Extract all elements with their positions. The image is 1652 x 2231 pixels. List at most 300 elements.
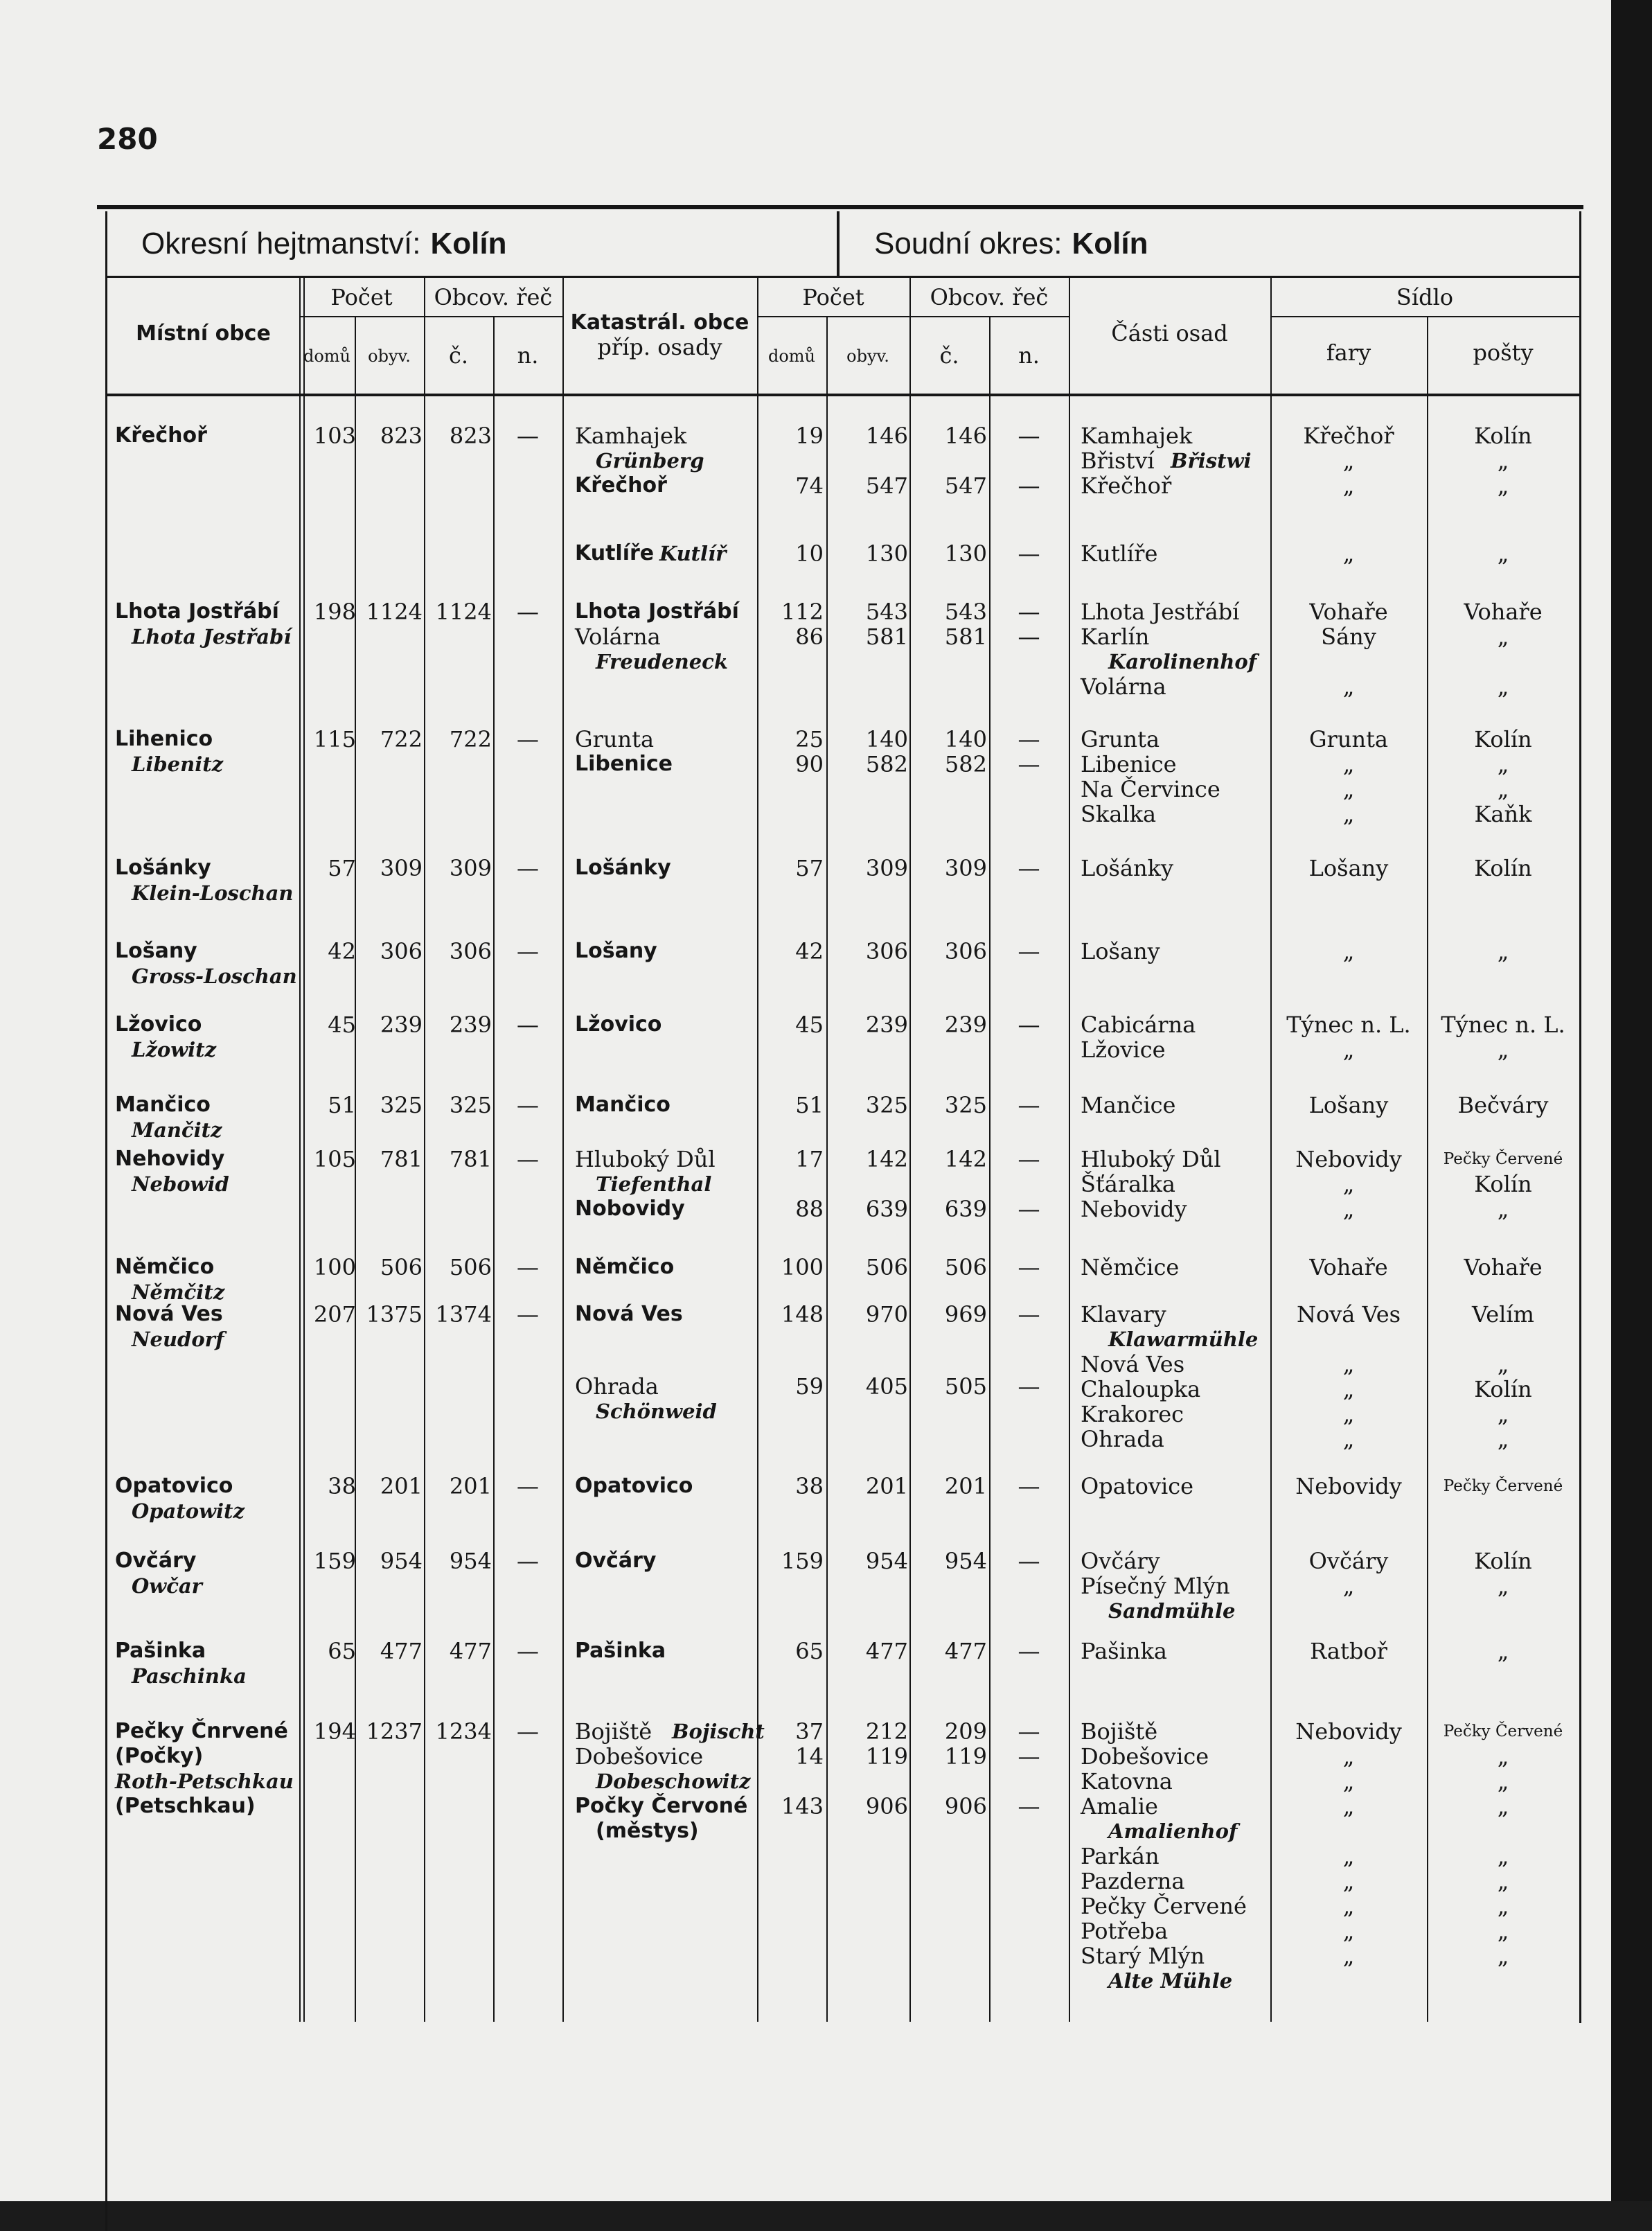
- katastral-domu: 100: [781, 1254, 824, 1280]
- obec-obyv: 309: [380, 855, 423, 881]
- cast-german: Alte Mühle: [1108, 1969, 1233, 1993]
- obec-cesky: 477: [449, 1638, 492, 1664]
- katastral-cesky: 547: [944, 473, 987, 499]
- okres-header: [141, 211, 506, 276]
- fara: „: [1342, 1037, 1355, 1063]
- obec-nemecky: —: [517, 726, 539, 752]
- katastral-cesky: 477: [944, 1638, 987, 1664]
- subhead-rule-mid: [757, 316, 1069, 317]
- posta: „: [1497, 1401, 1509, 1427]
- obec-domu: 42: [328, 938, 356, 964]
- cast-osady: Mančice: [1081, 1092, 1176, 1118]
- katastral-nemecky: —: [1018, 423, 1040, 449]
- katastral-obyv: 954: [865, 1548, 908, 1574]
- posta: Kolín: [1474, 855, 1532, 881]
- katastral-cesky: 146: [944, 423, 987, 449]
- scan-dark-edge: [1611, 0, 1652, 2201]
- cast-osady: Kamhajek: [1081, 423, 1193, 449]
- katastral-cesky: 239: [944, 1012, 987, 1038]
- katastral-obyv: 543: [865, 599, 908, 625]
- column-line: [105, 211, 107, 2231]
- posta: „: [1497, 1573, 1509, 1599]
- katastral-domu: 57: [795, 855, 824, 881]
- obec-nemecky: —: [517, 1718, 539, 1745]
- katastral-name: Pašinka: [575, 1639, 666, 1663]
- katastral-name: Libenice: [575, 752, 673, 776]
- cast-osady: Lošany: [1081, 938, 1160, 964]
- katastral-obyv: 239: [865, 1012, 908, 1038]
- katastral-cesky: 140: [944, 726, 987, 752]
- subhead-rule-sidlo: [1270, 316, 1579, 317]
- posta: Kolín: [1474, 1376, 1532, 1402]
- cast-osady: Cabicárna: [1081, 1012, 1196, 1038]
- cast-osady: Šťáralka: [1081, 1171, 1175, 1197]
- obec-nemecky: —: [517, 855, 539, 881]
- posta: „: [1497, 1768, 1509, 1794]
- header-divider: [837, 211, 840, 276]
- katastral-german: Grünberg: [596, 449, 704, 473]
- katastral-cesky: 582: [944, 751, 987, 777]
- cast-osady: Bojiště: [1081, 1718, 1158, 1745]
- katastral-name: Kamhajek: [575, 423, 687, 449]
- katastral-nemecky: —: [1018, 1146, 1040, 1172]
- katastral-cesky: 505: [944, 1373, 987, 1400]
- katastral-obyv: 405: [865, 1373, 908, 1400]
- katastral-domu: 10: [795, 540, 824, 567]
- obec-german-name: Nebowid: [132, 1172, 229, 1196]
- fara: Grunta: [1308, 726, 1388, 752]
- katastral-nemecky: —: [1018, 1373, 1040, 1400]
- col-mistni-obce: Místní obce: [136, 321, 271, 346]
- fara: Týnec n. L.: [1286, 1012, 1411, 1038]
- col-katastral-2: příp. osady: [597, 334, 722, 360]
- column-line: [562, 276, 564, 2022]
- cast-osady: Břiství: [1081, 448, 1155, 474]
- katastral-nemecky: —: [1018, 1793, 1040, 1819]
- katastral-german: Tiefenthal: [596, 1172, 712, 1196]
- obec-cesky: 722: [449, 726, 492, 752]
- posta: „: [1497, 1918, 1509, 1944]
- katastral-nemecky: —: [1018, 751, 1040, 777]
- posta: Vohaře: [1464, 599, 1543, 625]
- fara: „: [1342, 1893, 1355, 1919]
- fara: Sány: [1321, 624, 1376, 650]
- fara: „: [1342, 1868, 1355, 1894]
- cast-osady: Volárna: [1081, 673, 1166, 700]
- fara: Vohaře: [1309, 1254, 1388, 1280]
- obec-name: Lihenico: [115, 727, 213, 751]
- fara: „: [1342, 473, 1355, 499]
- obec-german-name: Paschinka: [132, 1664, 247, 1688]
- soud-value: Kolín: [1072, 227, 1148, 261]
- katastral-name: Lošánky: [575, 856, 671, 880]
- fara: „: [1342, 1943, 1355, 1969]
- katastral-nemecky: —: [1018, 1718, 1040, 1745]
- subhead-rule-left: [299, 316, 562, 317]
- obec-domu: 100: [313, 1254, 356, 1280]
- cast-osady: Hluboký Důl: [1081, 1146, 1221, 1172]
- obec-name: Lžovico: [115, 1012, 202, 1037]
- katastral-cesky: 581: [944, 624, 987, 650]
- posta: „: [1497, 1351, 1509, 1377]
- obec-cesky: 506: [449, 1254, 492, 1280]
- cast-osady: Nová Ves: [1081, 1351, 1185, 1377]
- obec-obyv: 325: [380, 1092, 423, 1118]
- col-domu-mid: domů: [767, 346, 816, 366]
- fara: „: [1342, 673, 1355, 700]
- katastral-obyv: 142: [865, 1146, 908, 1172]
- cast-osady: Lhota Jestřábí: [1081, 599, 1240, 625]
- obec-german-name: Opatowitz: [132, 1499, 245, 1523]
- obec-german-name: Lhota Jestřabí: [132, 625, 292, 649]
- katastral-nemecky: —: [1018, 1012, 1040, 1038]
- obec-german-name: Lžowitz: [132, 1038, 217, 1061]
- katastral-german: Schönweid: [596, 1400, 717, 1423]
- cast-osady: Skalka: [1081, 801, 1157, 827]
- obec-obyv: 781: [380, 1146, 423, 1172]
- okres-label: Okresní hejtmanství:: [141, 227, 421, 261]
- katastral-obyv: 146: [865, 423, 908, 449]
- katastral-domu: 159: [781, 1548, 824, 1574]
- obec-obyv: 239: [380, 1012, 423, 1038]
- katastral-german: Freudeneck: [596, 650, 728, 673]
- cast-german: Sandmühle: [1108, 1599, 1236, 1623]
- obec-nemecky: —: [517, 1254, 539, 1280]
- cast-osady: Lošánky: [1081, 855, 1174, 881]
- obec-domu: 103: [313, 423, 356, 449]
- fara: „: [1342, 1918, 1355, 1944]
- obec-obyv: 954: [380, 1548, 423, 1574]
- obec-cesky: 954: [449, 1548, 492, 1574]
- katastral-name: Lhota Jostřábí: [575, 599, 739, 624]
- katastral-name: Křečhoř: [575, 473, 667, 497]
- fara: „: [1342, 1376, 1355, 1402]
- posta: Pečky Červené: [1443, 1150, 1563, 1168]
- katastral-obyv: 582: [865, 751, 908, 777]
- posta: Kolín: [1474, 423, 1532, 449]
- katastral-name: Počky Červoné: [575, 1794, 748, 1818]
- obec-name: Ovčáry: [115, 1549, 197, 1573]
- obec-obyv: 1237: [366, 1718, 423, 1745]
- katastral-domu: 112: [781, 599, 824, 625]
- col-c-left: č.: [448, 342, 469, 369]
- fara: „: [1342, 540, 1355, 567]
- posta: „: [1497, 1843, 1509, 1869]
- cast-osady: Karlín: [1081, 624, 1150, 650]
- posta: „: [1497, 1743, 1509, 1770]
- obec-name: Lošánky: [115, 856, 211, 880]
- obec-extra: (Petschkau): [115, 1794, 256, 1818]
- obec-obyv: 1124: [366, 599, 423, 625]
- cast-osady: Grunta: [1081, 726, 1160, 752]
- fara: „: [1342, 1743, 1355, 1770]
- cast-osady: Starý Mlýn: [1081, 1943, 1205, 1969]
- cast-osady: Křečhoř: [1081, 473, 1172, 499]
- col-obyv-left: obyv.: [368, 346, 411, 366]
- katastral-nemecky: —: [1018, 726, 1040, 752]
- cast-osady: Písečný Mlýn: [1081, 1573, 1230, 1599]
- soud-header: [874, 211, 1148, 276]
- fara: „: [1342, 1573, 1355, 1599]
- katastral-nemecky: —: [1018, 1254, 1040, 1280]
- katastral-domu: 42: [795, 938, 824, 964]
- fara: Ratboř: [1310, 1638, 1387, 1664]
- obec-domu: 45: [328, 1012, 356, 1038]
- katastral-cesky: 906: [944, 1793, 987, 1819]
- cast-osady: Ovčáry: [1081, 1548, 1160, 1574]
- fara: „: [1342, 1768, 1355, 1794]
- posta: „: [1497, 751, 1509, 777]
- obec-german-name: Klein-Loschan: [132, 881, 294, 905]
- posta: Kolín: [1474, 1548, 1532, 1574]
- obec-domu: 38: [328, 1473, 356, 1499]
- obec-domu: 207: [313, 1301, 356, 1328]
- cast-german: Klawarmühle: [1108, 1328, 1259, 1351]
- katastral-nemecky: —: [1018, 1548, 1040, 1574]
- cast-osady: Kutlíře: [1081, 540, 1158, 567]
- cast-osady: Pazderna: [1081, 1868, 1185, 1894]
- obec-cesky: 239: [449, 1012, 492, 1038]
- cast-osady: Opatovice: [1081, 1473, 1194, 1499]
- fara: Ovčáry: [1308, 1548, 1389, 1574]
- posta: „: [1497, 1793, 1509, 1819]
- obec-domu: 159: [313, 1548, 356, 1574]
- fara: „: [1342, 776, 1355, 802]
- obec-german-name: Němčitz: [132, 1280, 225, 1304]
- fara: „: [1342, 801, 1355, 827]
- obec-cesky: 1374: [435, 1301, 492, 1328]
- obec-nemecky: —: [517, 1548, 539, 1574]
- fara: „: [1342, 938, 1355, 964]
- posta: „: [1497, 540, 1509, 567]
- obec-obyv: 722: [380, 726, 423, 752]
- column-line: [1069, 276, 1070, 2022]
- katastral-name: Volárna: [575, 624, 661, 650]
- fara: Nová Ves: [1296, 1301, 1401, 1328]
- obec-german-name: Owčar: [132, 1574, 202, 1598]
- col-n-left: n.: [517, 342, 539, 369]
- posta: „: [1497, 1943, 1509, 1969]
- katastral-nemecky: —: [1018, 599, 1040, 625]
- katastral-name: Grunta: [575, 726, 655, 752]
- obec-name: Opatovico: [115, 1474, 233, 1498]
- obec-name: Lošany: [115, 939, 197, 963]
- katastral-domu: 86: [795, 624, 824, 650]
- katastral-cesky: 325: [944, 1092, 987, 1118]
- obec-nemecky: —: [517, 1473, 539, 1499]
- col-obcov-mid: Obcov. řeč: [930, 284, 1049, 310]
- cast-german: Karolinenhof: [1108, 650, 1257, 673]
- obec-domu: 57: [328, 855, 356, 881]
- katastral-obyv: 306: [865, 938, 908, 964]
- katastral-nemecky: —: [1018, 1301, 1040, 1328]
- cast-german: Amalienhof: [1108, 1819, 1238, 1843]
- cast-osady: Němčice: [1081, 1254, 1180, 1280]
- katastral-cesky: 639: [944, 1196, 987, 1222]
- col-pocet-mid: Počet: [802, 284, 864, 310]
- obec-domu: 115: [313, 726, 356, 752]
- katastral-name: Ohrada: [575, 1373, 659, 1400]
- posta: Kolín: [1474, 726, 1532, 752]
- katastral-german: Dobeschowitz: [596, 1770, 751, 1793]
- posta: „: [1497, 673, 1509, 700]
- col-obcov-left: Obcov. řeč: [434, 284, 553, 310]
- cast-osady: Na Červince: [1081, 776, 1220, 802]
- posta: Pečky Červené: [1443, 1722, 1563, 1740]
- katastral-cesky: 969: [944, 1301, 987, 1328]
- fara: „: [1342, 751, 1355, 777]
- katastral-obyv: 119: [865, 1743, 908, 1770]
- katastral-domu: 45: [795, 1012, 824, 1038]
- fara: „: [1342, 1843, 1355, 1869]
- katastral-cesky: 130: [944, 540, 987, 567]
- obec-obyv: 1375: [366, 1301, 423, 1328]
- katastral-obyv: 212: [865, 1718, 908, 1745]
- obec-cesky: 201: [449, 1473, 492, 1499]
- fara: „: [1342, 1401, 1355, 1427]
- obec-nemecky: —: [517, 1301, 539, 1328]
- obec-domu: 51: [328, 1092, 356, 1118]
- katastral-name: Opatovico: [575, 1474, 693, 1498]
- katastral-domu: 90: [795, 751, 824, 777]
- okres-value: Kolín: [430, 227, 507, 261]
- col-katastral-1: Katastrál. obce: [570, 310, 749, 335]
- obec-extra: (Počky): [115, 1744, 204, 1768]
- katastral-obyv: 639: [865, 1196, 908, 1222]
- fara: „: [1342, 1426, 1355, 1452]
- posta: Kaňk: [1474, 801, 1532, 827]
- col-domu-left: domů: [303, 346, 351, 366]
- posta: Kolín: [1474, 1171, 1532, 1197]
- col-posty: pošty: [1473, 340, 1534, 366]
- obec-name: Pašinka: [115, 1639, 206, 1663]
- obec-nemecky: —: [517, 1012, 539, 1038]
- col-casti-osad: Části osad: [1111, 320, 1228, 346]
- katastral-obyv: 140: [865, 726, 908, 752]
- cast-osady: Lžovice: [1081, 1037, 1166, 1063]
- obec-domu: 194: [313, 1718, 356, 1745]
- katastral-domu: 38: [795, 1473, 824, 1499]
- obec-german-name: Libenitz: [132, 752, 224, 776]
- katastral-obyv: 506: [865, 1254, 908, 1280]
- posta: „: [1497, 1893, 1509, 1919]
- katastral-german: Bojischt: [672, 1720, 765, 1743]
- katastral-cesky: 506: [944, 1254, 987, 1280]
- obec-nemecky: —: [517, 1638, 539, 1664]
- katastral-domu: 148: [781, 1301, 824, 1328]
- obec-nemecky: —: [517, 938, 539, 964]
- fara: „: [1342, 1171, 1355, 1197]
- col-n-mid: n.: [1018, 342, 1040, 369]
- fara: Vohaře: [1309, 599, 1388, 625]
- katastral-name: Lžovico: [575, 1012, 662, 1037]
- posta: Týnec n. L.: [1441, 1012, 1565, 1038]
- cast-osady: Klavary: [1081, 1301, 1166, 1328]
- katastral-nemecky: —: [1018, 1638, 1040, 1664]
- katastral-nemecky: —: [1018, 1743, 1040, 1770]
- fara: „: [1342, 448, 1355, 474]
- posta: „: [1497, 1037, 1509, 1063]
- posta: „: [1497, 473, 1509, 499]
- obec-obyv: 823: [380, 423, 423, 449]
- katastral-nemecky: —: [1018, 938, 1040, 964]
- obec-domu: 198: [313, 599, 356, 625]
- obec-cesky: 1234: [435, 1718, 492, 1745]
- katastral-german: (městys): [596, 1819, 699, 1843]
- katastral-cesky: 543: [944, 599, 987, 625]
- katastral-domu: 17: [795, 1146, 824, 1172]
- cast-osady: Libenice: [1081, 751, 1177, 777]
- katastral-cesky: 309: [944, 855, 987, 881]
- katastral-domu: 19: [795, 423, 824, 449]
- katastral-name: Němčico: [575, 1255, 675, 1279]
- posta: „: [1497, 938, 1509, 964]
- obec-name: Nehovidy: [115, 1147, 225, 1171]
- katastral-nemecky: —: [1018, 540, 1040, 567]
- cast-osady: Krakorec: [1081, 1401, 1184, 1427]
- col-obyv-mid: obyv.: [846, 346, 889, 366]
- cast-osady: Chaloupka: [1081, 1376, 1201, 1402]
- posta: „: [1497, 624, 1509, 650]
- katastral-domu: 74: [795, 473, 824, 499]
- katastral-name: Bojiště: [575, 1718, 652, 1745]
- katastral-nemecky: —: [1018, 1473, 1040, 1499]
- obec-name: Křečhoř: [115, 423, 207, 448]
- katastral-domu: 65: [795, 1638, 824, 1664]
- fara: „: [1342, 1351, 1355, 1377]
- posta: „: [1497, 1426, 1509, 1452]
- katastral-obyv: 130: [865, 540, 908, 567]
- katastral-domu: 25: [795, 726, 824, 752]
- fara: Nebovidy: [1295, 1473, 1402, 1499]
- fara: „: [1342, 1793, 1355, 1819]
- katastral-obyv: 309: [865, 855, 908, 881]
- katastral-name: Hluboký Důl: [575, 1146, 716, 1172]
- obec-cesky: 306: [449, 938, 492, 964]
- katastral-obyv: 325: [865, 1092, 908, 1118]
- obec-nemecky: —: [517, 1092, 539, 1118]
- fara: Lošany: [1308, 1092, 1389, 1118]
- katastral-cesky: 306: [944, 938, 987, 964]
- obec-name: Mančico: [115, 1093, 211, 1117]
- posta: Velím: [1472, 1301, 1534, 1328]
- fara: Křečhoř: [1303, 423, 1394, 449]
- fara: Nebovidy: [1295, 1146, 1402, 1172]
- obec-cesky: 309: [449, 855, 492, 881]
- katastral-nemecky: —: [1018, 1196, 1040, 1222]
- obec-extra: Roth-Petschkau: [115, 1770, 294, 1793]
- katastral-domu: 88: [795, 1196, 824, 1222]
- posta: Pečky Červené: [1443, 1477, 1563, 1495]
- obec-domu: 65: [328, 1638, 356, 1664]
- katastral-cesky: 119: [944, 1743, 987, 1770]
- obec-obyv: 306: [380, 938, 423, 964]
- obec-nemecky: —: [517, 423, 539, 449]
- cast-osady: Amalie: [1081, 1793, 1158, 1819]
- cast-osady: Parkán: [1081, 1843, 1160, 1869]
- obec-domu: 105: [313, 1146, 356, 1172]
- cast-osady: Dobešovice: [1081, 1743, 1209, 1770]
- column-header-rule: [105, 394, 1579, 396]
- soud-label: Soudní okres:: [874, 227, 1063, 261]
- cast-osady: Pašinka: [1081, 1638, 1167, 1664]
- fara: Lošany: [1308, 855, 1389, 881]
- obec-name: Němčico: [115, 1255, 215, 1279]
- katastral-nemecky: —: [1018, 624, 1040, 650]
- obec-german-name: Mančitz: [132, 1118, 222, 1142]
- fara: „: [1342, 1196, 1355, 1222]
- cast-osady: Potřeba: [1081, 1918, 1169, 1944]
